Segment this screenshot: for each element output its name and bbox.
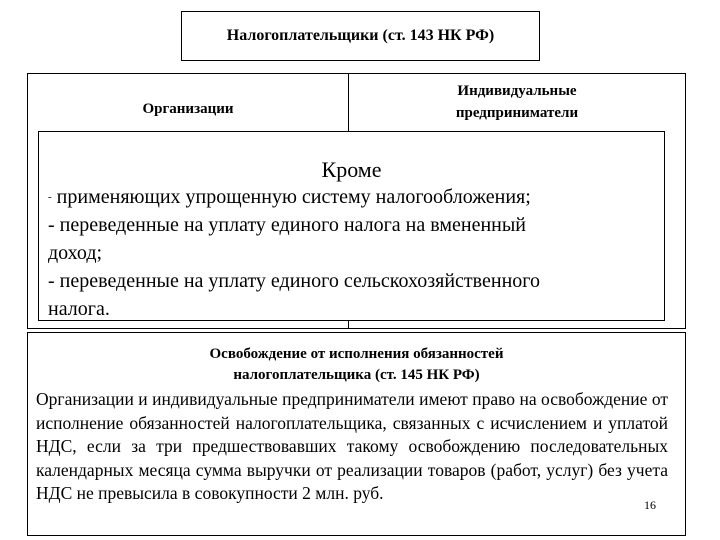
exception-item: - переведенные на уплату единого сельскохозяйственного bbox=[48, 270, 540, 292]
page-title: Налогоплательщики (ст. 143 НК РФ) bbox=[226, 27, 495, 44]
exemption-box bbox=[27, 332, 686, 536]
page-number: 16 bbox=[644, 498, 656, 512]
exception-item-cont: налога. bbox=[48, 298, 110, 320]
exceptions-heading: Кроме bbox=[321, 157, 382, 182]
exception-item: - переведенные на уплату единого налога на вмененный bbox=[48, 214, 526, 236]
exemption-heading-line1: Освобождение от исполнения обязанностей bbox=[209, 346, 504, 362]
list-dash: - bbox=[48, 191, 52, 203]
exception-item bbox=[48, 183, 660, 211]
title-box bbox=[181, 11, 540, 61]
exception-item-text: применяющих упрощенную систему налогообложения; bbox=[56, 186, 531, 208]
exception-item-cont: доход; bbox=[48, 242, 103, 264]
exceptions-box bbox=[38, 131, 665, 321]
entrepreneurs-label-line1: Индивидуальные bbox=[457, 83, 577, 99]
exemption-body: Организации и индивидуальные предприниматели имеют право на освобождение от исполнение обязанностей налогоплательщика, связанных с исчислением и уплатой НДС, если за три предшествовавших такому освобождению последовательных календарных месяца сумма выручки от реализации товаров (работ, услуг) без учета НДС не превысила в совокупности 2 млн. руб. bbox=[36, 389, 668, 503]
entrepreneurs-label-line2: предприниматели bbox=[455, 105, 579, 121]
exemption-heading bbox=[28, 344, 685, 386]
entrepreneurs-header bbox=[349, 73, 685, 131]
organizations-header bbox=[28, 73, 348, 131]
exceptions-list bbox=[48, 183, 660, 321]
organizations-label: Организации bbox=[142, 100, 234, 117]
exemption-heading-line2: налогоплательщика (ст. 145 НК РФ) bbox=[233, 367, 480, 383]
